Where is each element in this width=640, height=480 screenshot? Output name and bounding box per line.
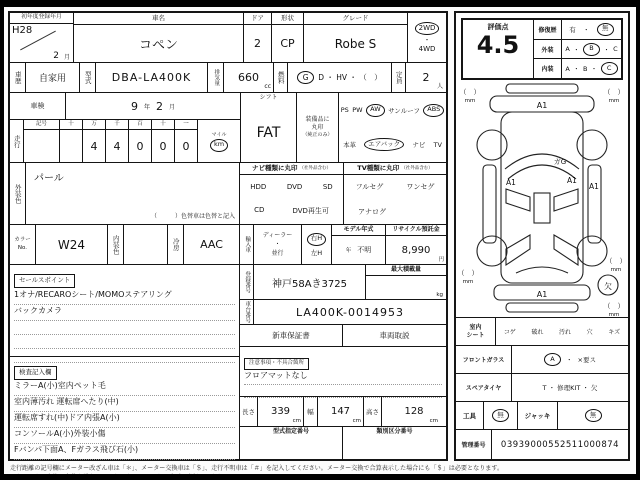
mm-bottom-left: mm — [462, 279, 474, 285]
spare-tire-row — [456, 374, 628, 402]
mm-top-right: mm — [608, 98, 620, 104]
rear-trim-bar — [506, 303, 578, 312]
sep2: ・ — [603, 45, 610, 54]
tools-label: 工具 — [456, 402, 484, 429]
seat-label-1: 室内 — [469, 323, 482, 331]
shaken-mileage-block — [10, 93, 241, 162]
displacement-value: 660 — [238, 71, 259, 84]
equip-tv: TV — [433, 140, 442, 149]
tools-jack-row — [456, 402, 628, 430]
navi-type-header: ナビ種類に丸印 — [252, 164, 298, 172]
inspector-note-5: Fバンパ下面A、Fガラス飛び石(小) — [14, 444, 235, 460]
shape-label: 形状 — [272, 13, 303, 25]
height-cell — [382, 397, 446, 426]
score-label: 評価点 — [487, 23, 509, 31]
import-type-cell — [254, 225, 302, 264]
right-panel — [454, 11, 630, 461]
grade-value: Robe S — [334, 36, 377, 51]
seat-row — [456, 318, 628, 346]
navi-cd: CD — [254, 206, 265, 215]
doors-cell — [244, 13, 272, 62]
seat-scratch: キズ — [608, 329, 621, 336]
digit-col-4 — [152, 120, 175, 162]
front-glass-a-selected: A — [544, 353, 561, 366]
first-registration-label: 初年度登録年月 — [10, 13, 73, 24]
fuel-gasoline-selected: G — [297, 71, 314, 84]
exterior-color-value: パール — [34, 173, 64, 184]
mark-windshield-chip: ガG — [553, 158, 567, 166]
digit-header-5: 一 — [175, 120, 197, 130]
model-year-cell — [332, 225, 386, 264]
width-cell — [318, 397, 364, 426]
interior-grade-row — [534, 59, 621, 78]
color-no-label: カラー — [14, 237, 31, 244]
caution-line-1: フロアマットなし — [244, 370, 442, 385]
digit-col-1 — [83, 120, 106, 162]
front-glass-label: フロントガラス — [456, 346, 512, 373]
mark-left-side: A1 — [506, 178, 516, 187]
row-dimensions — [240, 397, 446, 427]
shape-cell — [272, 13, 304, 62]
digit-value-1: 4 — [90, 139, 98, 153]
handle-left: 左H — [310, 248, 323, 257]
month-unit: 月 — [63, 54, 70, 61]
exterior-grade-label: 外装 — [534, 40, 562, 59]
interior-grade-b: B — [582, 64, 588, 73]
history-value: 自家用 — [26, 63, 80, 92]
length-label: 長さ — [240, 397, 258, 426]
score-cell — [463, 20, 534, 78]
sales-points-block — [10, 265, 240, 357]
left-sill — [483, 165, 496, 243]
mileage-unit-cell — [198, 120, 240, 162]
mark-missing: 欠 — [604, 282, 612, 291]
exterior-color-label-cell — [10, 163, 26, 224]
equip-ps: PS — [340, 106, 349, 115]
front-left-wheel — [477, 130, 507, 160]
equipment-options-cell — [339, 93, 446, 162]
interior-grade-c-selected: C — [601, 62, 618, 75]
bracket-top-right: （ ） — [603, 88, 625, 96]
evaluation-box — [461, 18, 623, 80]
cabin-right-rear — [554, 235, 578, 265]
inspector-note-1: ミラーA(小)室内ペット毛 — [14, 380, 235, 396]
doors-label: ドア — [244, 13, 271, 25]
car-damage-diagram — [456, 81, 628, 317]
right-sill — [588, 165, 601, 243]
chassis-value: LA400K-0014953 — [296, 305, 404, 319]
reg-number-label-cell — [240, 265, 254, 299]
shaken-month-unit: 月 — [169, 103, 176, 111]
mileage-kigo-cell — [24, 120, 60, 162]
inspector-note-3: 運転席すれ(中)ドア内張A(小) — [14, 412, 235, 428]
rear-right-wheel — [577, 236, 607, 266]
reg-number-label: 登録番号 — [244, 271, 251, 293]
sales-blank-line-2 — [14, 335, 235, 349]
front-glass-row — [456, 346, 628, 374]
footer-line-2: またメーター交換の条件を満たしていないものはメーター改ざん車扱いとなります。 — [10, 473, 242, 480]
classification-value — [343, 437, 446, 459]
center-console — [534, 193, 550, 223]
capacity-value: 2 — [422, 71, 430, 84]
car-name-cell — [74, 13, 244, 62]
navi-dvd-play: DVD再生可 — [292, 207, 329, 216]
tv-options-row-2 — [344, 207, 446, 217]
navi-dvd: DVD — [286, 182, 303, 191]
digit-value-5: 0 — [182, 139, 190, 153]
model-year-label: モデル年式 — [332, 225, 385, 236]
digit-col-3 — [129, 120, 152, 162]
handle-right-selected: 右H — [307, 233, 326, 246]
classification-cell — [343, 427, 446, 459]
inspector-notes-tag: 検査記入欄 — [14, 366, 57, 380]
chassis-label-cell — [240, 300, 254, 324]
row-colorno-import — [10, 225, 446, 265]
tv-type-header: TV種類に丸印 — [357, 164, 400, 172]
equipment-label-2: 丸印 — [311, 124, 324, 131]
tv-analog: アナログ — [358, 207, 386, 216]
jack-value-cell — [558, 402, 628, 429]
history-label: 車歴 — [13, 71, 22, 84]
car-name-value: コペン — [138, 38, 178, 54]
mileage-kigo-value — [24, 130, 59, 162]
recycle-label: リサイクル預託金 — [386, 225, 446, 236]
row-color-navi — [10, 163, 446, 225]
capacity-label: 定員 — [394, 71, 403, 84]
type-designation-label: 型式指定番号 — [272, 428, 309, 435]
windshield-lower — [508, 165, 576, 179]
management-number: 03939000552511000874 — [500, 439, 620, 450]
displacement-cell — [224, 63, 274, 92]
exterior-color-note: （ ）色替車は色替と記入 — [150, 213, 235, 220]
type-designation-cell — [240, 427, 343, 459]
manual-doc: 車両取説 — [379, 331, 410, 340]
reg-number-value: 神戸58Aき3725 — [254, 265, 366, 299]
color-no-value: W24 — [36, 225, 108, 264]
tv-oneseg: ワンセグ — [406, 183, 435, 192]
caution-block — [240, 347, 446, 397]
digit-header-4: 十 — [152, 120, 174, 130]
digit-col-0 — [60, 120, 83, 162]
navi-options-row-1 — [240, 183, 343, 191]
seat-hole: 穴 — [586, 329, 593, 336]
sales-blank-line-1 — [14, 321, 235, 335]
repair-history-row — [534, 20, 621, 40]
navi-type-note: （社外品含む） — [299, 165, 331, 171]
displacement-label: 排気量 — [213, 69, 220, 86]
cabin-right-front — [554, 189, 578, 211]
classification-label: 類別区分番号 — [376, 428, 413, 435]
row-model — [10, 63, 446, 93]
model-value: DBA-LA400K — [96, 63, 208, 92]
import-label: 輸入車 — [244, 236, 251, 253]
length-cell — [258, 397, 304, 426]
seat-label-cell — [456, 318, 496, 345]
mileage-kigo-label: 記号 — [24, 120, 59, 130]
seat-burn: コゲ — [503, 329, 516, 336]
recycle-unit: 円 — [438, 257, 444, 263]
bracket-bottom-right: （ ） — [605, 257, 627, 265]
tv-options-row-1 — [344, 182, 446, 192]
sales-point-line-2: バックカメラ — [14, 305, 235, 321]
equip-airbag-selected: エアバック — [364, 138, 404, 151]
equipment-label-cell — [297, 93, 339, 162]
exterior-grade-row — [534, 40, 621, 60]
jack-none-selected: 無 — [585, 409, 602, 422]
tools-none-selected: 無 — [492, 409, 509, 422]
windshield-upper — [505, 154, 579, 169]
max-load-unit: kg — [436, 292, 443, 298]
equipment-row-2 — [339, 138, 446, 151]
mile-label: マイル — [211, 131, 227, 138]
mm-lower-right: mm — [608, 312, 620, 317]
row-documents — [240, 325, 446, 347]
sep1: ・ — [573, 45, 580, 54]
shift-value: FAT — [256, 124, 281, 141]
exterior-color-label: 外装色 — [13, 183, 22, 204]
row-type-numbers — [240, 427, 446, 459]
import-dealer: ディーラー — [262, 232, 293, 239]
equip-navi: ナビ — [412, 141, 426, 150]
digit-value-2: 4 — [113, 139, 121, 153]
width-label: 幅 — [304, 397, 318, 426]
doors-value: 2 — [254, 37, 261, 51]
drivetrain-cell — [408, 13, 446, 62]
digit-value-3: 0 — [136, 139, 144, 153]
capacity-cell — [406, 63, 446, 92]
first-registration-month: 2 — [53, 51, 59, 61]
equip-sunroof: サンルーフ — [388, 106, 420, 115]
drivetrain-4wd: 4WD — [418, 45, 436, 53]
digit-col-2 — [106, 120, 129, 162]
rear-deck-line — [516, 267, 568, 273]
max-load-label: 最大積載量 — [366, 265, 446, 276]
cabin-left-rear — [506, 235, 530, 265]
inspector-note-4: コンソールA(小)外装小傷 — [14, 428, 235, 444]
recycle-value: 8,990 — [401, 244, 431, 256]
aircon-value: AAC — [184, 225, 240, 264]
grade-label: グレード — [304, 13, 407, 25]
fuel-label: 燃料 — [276, 71, 285, 84]
mm-bottom-right: mm — [610, 267, 622, 273]
exterior-grade-b-selected: B — [583, 43, 600, 56]
digit-col-5 — [175, 120, 198, 162]
mm-top-left: mm — [464, 98, 476, 104]
height-label: 高さ — [364, 397, 382, 426]
type-designation-value — [240, 437, 342, 459]
navi-type-cell — [240, 163, 344, 224]
import-separator: ・ — [274, 241, 281, 248]
sep3: ・ — [573, 65, 580, 74]
row-title — [10, 13, 446, 63]
fuel-options-cell — [288, 63, 392, 92]
seat-label-2: シート — [466, 331, 485, 339]
color-no-label-cell — [10, 225, 36, 264]
shaken-row — [10, 93, 240, 120]
shaken-year-unit: 年 — [143, 103, 150, 111]
import-parallel: 並行 — [271, 250, 284, 257]
exterior-grade-a: A — [565, 45, 570, 53]
rear-left-wheel — [477, 236, 507, 266]
tv-type-cell — [344, 163, 446, 224]
bracket-bottom-left: （ ） — [457, 269, 479, 277]
length-value: 339 — [270, 406, 291, 417]
row-registration-number — [240, 265, 446, 300]
navi-options-row-2 — [240, 206, 343, 216]
score-value: 4.5 — [476, 31, 520, 59]
grades-cell — [534, 20, 621, 78]
repair-no-selected: 無 — [597, 23, 614, 36]
sales-point-line-1: 1オナ/RECAROシート/MOMOステアリング — [14, 289, 235, 305]
height-value: 128 — [404, 406, 424, 417]
car-body — [501, 112, 583, 283]
front-glass-sep: ・ — [566, 356, 573, 364]
fuel-other-options: D ・ HV ・ （ ） — [318, 73, 382, 82]
digit-header-2: 千 — [106, 120, 128, 130]
mileage-label-cell — [10, 120, 24, 162]
front-right-wheel — [577, 130, 607, 160]
repair-sep: ・ — [583, 25, 590, 34]
shaken-value-cell — [66, 93, 240, 119]
equipment-label-3: （純正のみ） — [302, 132, 333, 139]
color-no-label2: No. — [17, 244, 28, 251]
model-year-unit: 年 — [345, 248, 352, 255]
front-glass-options — [512, 346, 628, 373]
bracket-lower-right: （ ） — [603, 302, 625, 310]
width-unit: cm — [352, 418, 361, 424]
bracket-top-left: （ ） — [459, 88, 481, 96]
digit-value-4: 0 — [159, 139, 167, 153]
fuel-label-cell — [274, 63, 288, 92]
mileage-label: 走行 — [12, 134, 21, 148]
displacement-label-cell — [208, 63, 224, 92]
import-label-cell — [240, 225, 254, 264]
repair-history-label: 修復歴 — [534, 20, 562, 39]
equip-abs-selected: ABS — [423, 104, 444, 117]
aircon-label-cell — [168, 225, 184, 264]
digit-header-3: 百 — [129, 120, 151, 130]
interior-color-label: 内装色 — [111, 234, 120, 255]
digit-header-1: 万 — [83, 120, 105, 130]
equip-pw: PW — [352, 106, 363, 115]
row-chassis — [240, 300, 446, 325]
equip-leather: 本革 — [343, 141, 357, 150]
shift-cell — [241, 93, 297, 162]
tv-type-note: （社外品含む） — [401, 165, 433, 171]
inspector-note-2: 室内薄汚れ 運転席へたり(中) — [14, 396, 235, 412]
footer-notes — [10, 465, 632, 480]
digit-header-0: 十 — [60, 120, 82, 130]
handle-cell — [302, 225, 332, 264]
shaken-year: 9 — [130, 99, 138, 113]
digit-value-0 — [60, 130, 82, 162]
chassis-label: 車台番号 — [244, 301, 251, 323]
condition-table — [456, 317, 628, 459]
mark-front-bumper: A1 — [536, 101, 548, 110]
inspector-notes-block — [10, 357, 240, 459]
displacement-unit: cc — [264, 83, 271, 90]
left-panel — [8, 11, 448, 461]
seat-options — [496, 318, 628, 345]
drivetrain-2wd-selected: 2WD — [415, 22, 440, 35]
seat-stain: 汚れ — [559, 329, 572, 336]
interior-color-value — [124, 225, 168, 264]
first-registration-cell — [10, 13, 74, 62]
exterior-grade-c: C — [613, 45, 618, 53]
car-name-label: 車名 — [74, 13, 243, 25]
first-registration-era: H28 — [12, 24, 33, 36]
warranty-doc: 新車保証書 — [240, 325, 343, 346]
mark-right-side-1: A1 — [567, 176, 577, 185]
mark-right-side-2: A1 — [589, 182, 599, 191]
interior-grade-label: 内装 — [534, 59, 562, 78]
width-value: 147 — [330, 406, 351, 417]
tools-value-cell — [484, 402, 518, 429]
equipment-row-1 — [339, 104, 446, 117]
recycle-cell — [386, 225, 446, 264]
drivetrain-separator: ・ — [423, 36, 431, 44]
caution-blank-line — [244, 385, 442, 398]
aircon-label: 冷房 — [171, 238, 180, 251]
exterior-color-cell — [26, 163, 240, 224]
repair-yes: 有 — [569, 25, 576, 34]
height-unit: cm — [429, 418, 438, 424]
jack-label: ジャッキ — [518, 402, 558, 429]
max-load-cell — [366, 265, 446, 299]
caution-tag: 注意事項・不具合箇所 — [244, 358, 309, 370]
model-year-value: 不明 — [357, 246, 372, 255]
shift-label: シフト — [259, 94, 278, 101]
grade-cell — [304, 13, 408, 62]
seat-tear: 破れ — [531, 329, 544, 336]
model-label-cell — [80, 63, 96, 92]
front-glass-x: ×要ス — [577, 356, 596, 364]
spare-tire-label: スペアタイヤ — [456, 374, 512, 401]
capacity-label-cell — [392, 63, 406, 92]
shape-value: CP — [280, 37, 295, 51]
history-label-cell — [10, 63, 26, 92]
shaken-label: 車検 — [10, 93, 66, 119]
tv-fullseg: フルセグ — [355, 183, 384, 192]
equip-aw-selected: AW — [366, 104, 385, 117]
shaken-month: 2 — [156, 99, 163, 113]
spare-tire-options: T ・ 修理KIT ・ 欠 — [542, 384, 598, 392]
management-row — [456, 430, 628, 459]
sales-points-tag: セールスポイント — [14, 274, 75, 288]
equipment-label-1: 装備品に — [305, 115, 330, 123]
management-label: 管理番号 — [456, 430, 492, 459]
front-trim-bar — [506, 84, 578, 93]
model-label: 型式 — [83, 71, 92, 84]
footer-line-1: 走行距離の記号欄にメーター改ざん車は「＊」、メーター交換車は「＄」、走行不明車は「＃」を記入してください。メーター交換で合算表示した場合にも「＄」は必要となります。 — [10, 465, 504, 472]
navi-sd: SD — [322, 182, 333, 191]
sep4: ・ — [590, 65, 598, 74]
navi-hdd: HDD — [250, 182, 267, 191]
interior-color-label-cell — [108, 225, 124, 264]
row-mileage-equipment — [10, 93, 446, 163]
length-unit: cm — [292, 418, 301, 424]
mark-rear-bumper: A1 — [536, 290, 548, 299]
capacity-unit: 人 — [436, 83, 443, 90]
mileage-row — [10, 120, 240, 162]
km-selected: km — [210, 139, 228, 152]
cabin-left-front — [506, 189, 530, 211]
interior-grade-a: A — [565, 64, 570, 73]
